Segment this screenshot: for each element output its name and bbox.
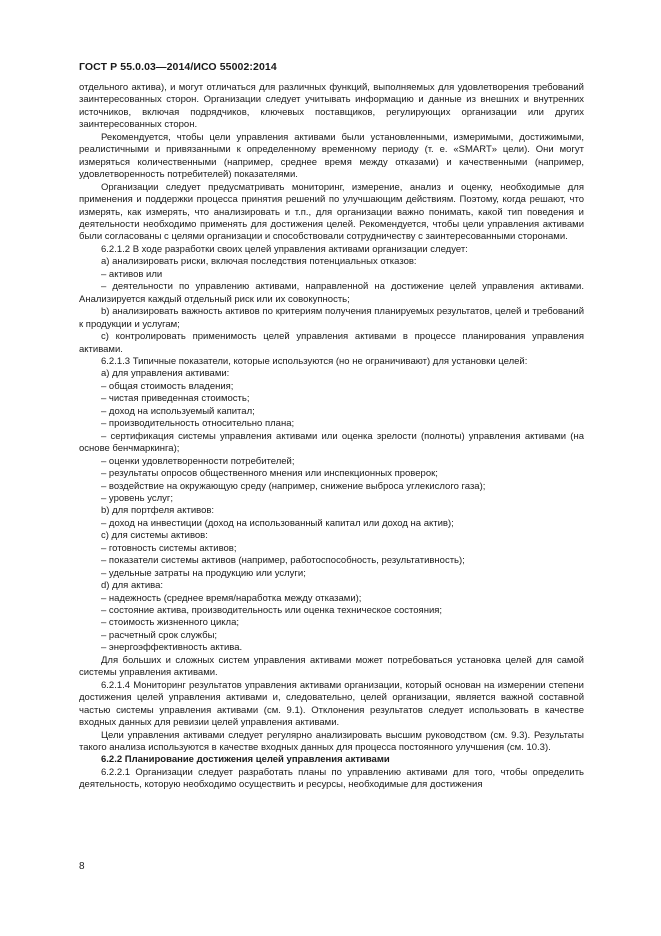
paragraph: c) контролировать применимость целей управления активами в процессе планирования управления активами. (79, 331, 584, 355)
paragraph: 6.2.2.1 Организации следует разработать планы по управлению активами для того, чтобы определить деятельность, которую необходимо осуществить и ресурсы, необходимые для достижения (79, 766, 584, 791)
paragraph: – оценки удовлетворенности потребителей; (101, 455, 295, 467)
paragraph: – доход на инвестиции (доход на использованный капитал или доход на актив); (101, 517, 454, 529)
paragraph: a) для управления активами: (101, 368, 230, 380)
paragraph: отдельного актива), и могут отличаться для различных функций, выполняемых для удовлетворения требований заинтересованных сторон. Организации следует учитывать информацию и данные из внешних и внутренних источников, включая подрядчиков, ключевых поставщиков, регулирующих организации или других заинтересованных сторон. (79, 82, 584, 131)
paragraph: 6.2.2 Планирование достижения целей управления активами (101, 754, 390, 766)
paragraph: 6.2.1.3 Типичные показатели, которые используются (но не ограничивают) для установки целей: (101, 355, 528, 367)
paragraph: – доход на используемый капитал; (101, 405, 255, 417)
paragraph: d) для актива: (101, 580, 164, 592)
paragraph: – результаты опросов общественного мнения или инспекционных проверок; (101, 468, 438, 480)
paragraph: – воздействие на окружающую среду (например, снижение выброса углекислого газа); (101, 480, 486, 492)
paragraph: – производительность относительно плана; (101, 418, 295, 430)
paragraph: Рекомендуется, чтобы цели управления активами были установленными, измеримыми, достижимыми, реалистичными и привязанными к определенному временному периоду (т. е. «SMART» цели). Они могут измеряться количественными (например, среднее время между отказами) и качественными (например, удовлетворенность потребителей) показателями. (79, 131, 584, 181)
document-body (79, 82, 584, 792)
paragraph: – показатели системы активов (например, работоспособность, результативность); (101, 555, 465, 567)
paragraph: – энергоэффективность актива. (101, 642, 243, 654)
document-header: ГОСТ Р 55.0.03—2014/ИСО 55002:2014 (79, 61, 277, 73)
paragraph: b) анализировать важность активов по критериям получения планируемых результатов, целей и требований к продукции и услугам; (79, 306, 584, 330)
paragraph: a) анализировать риски, включая последствия потенциальных отказов: (101, 256, 417, 268)
paragraph: – уровень услуг; (101, 492, 173, 504)
paragraph: 6.2.1.4 Мониторинг результатов управления активами организации, который основан на измерении степени достижения целей управления активами и, следовательно, целей организации, является важной составной частью системы управления активами (см. 9.1). Отклонения результатов следует использовать в качестве входных данных для ревизии целей управления активами. (79, 679, 584, 729)
paragraph: c) для системы активов: (101, 530, 208, 542)
paragraph: – готовность системы активов; (101, 542, 237, 554)
paragraph: b) для портфеля активов: (101, 505, 215, 517)
page-number: 8 (79, 861, 85, 872)
paragraph: – расчетный срок службы; (101, 629, 218, 641)
paragraph: – надежность (среднее время/наработка между отказами); (101, 592, 362, 604)
paragraph: 6.2.1.2 В ходе разработки своих целей управления активами организации следует: (101, 243, 468, 255)
paragraph: – сертификация системы управления активами или оценка зрелости (полноты) управления активами (на основе бенчмаркинга); (79, 430, 584, 455)
paragraph: – общая стоимость владения; (101, 380, 234, 392)
paragraph: – чистая приведенная стоимость; (101, 393, 250, 405)
paragraph: – активов или (101, 268, 163, 280)
paragraph: – стоимость жизненного цикла; (101, 617, 239, 629)
paragraph: Для больших и сложных систем управления активами может потребоваться установка целей для самой системы управления активами. (79, 654, 584, 679)
paragraph: Организации следует предусматривать мониторинг, измерение, анализ и оценку, необходимые для применения и поддержки процесса принятия решений по улучшающим действиям. Поэтому, когда решают, что измерять, как измерять, что анализировать и т.п., для организации важно понимать, какой тип поведения и деятельности необходимо применять для достижения целей. Рекомендуется, чтобы цели управления активами были согласованы с целями организации и способствовали сотрудничеству с заинтересованными сторонами. (79, 181, 584, 243)
paragraph: – состояние актива, производительность или оценка техническое состояния; (101, 605, 443, 617)
paragraph: Цели управления активами следует регулярно анализировать высшим руководством (см. 9.3). Результаты такого анализа используются в качестве входных данных для процесса постоянного улучшения (см. 10.3). (79, 729, 584, 754)
paragraph: – деятельности по управлению активами, направленной на достижение целей управления активами. Анализируется каждый отдельный риск или их совокупность; (79, 281, 584, 305)
paragraph: – удельные затраты на продукцию или услуги; (101, 567, 306, 579)
